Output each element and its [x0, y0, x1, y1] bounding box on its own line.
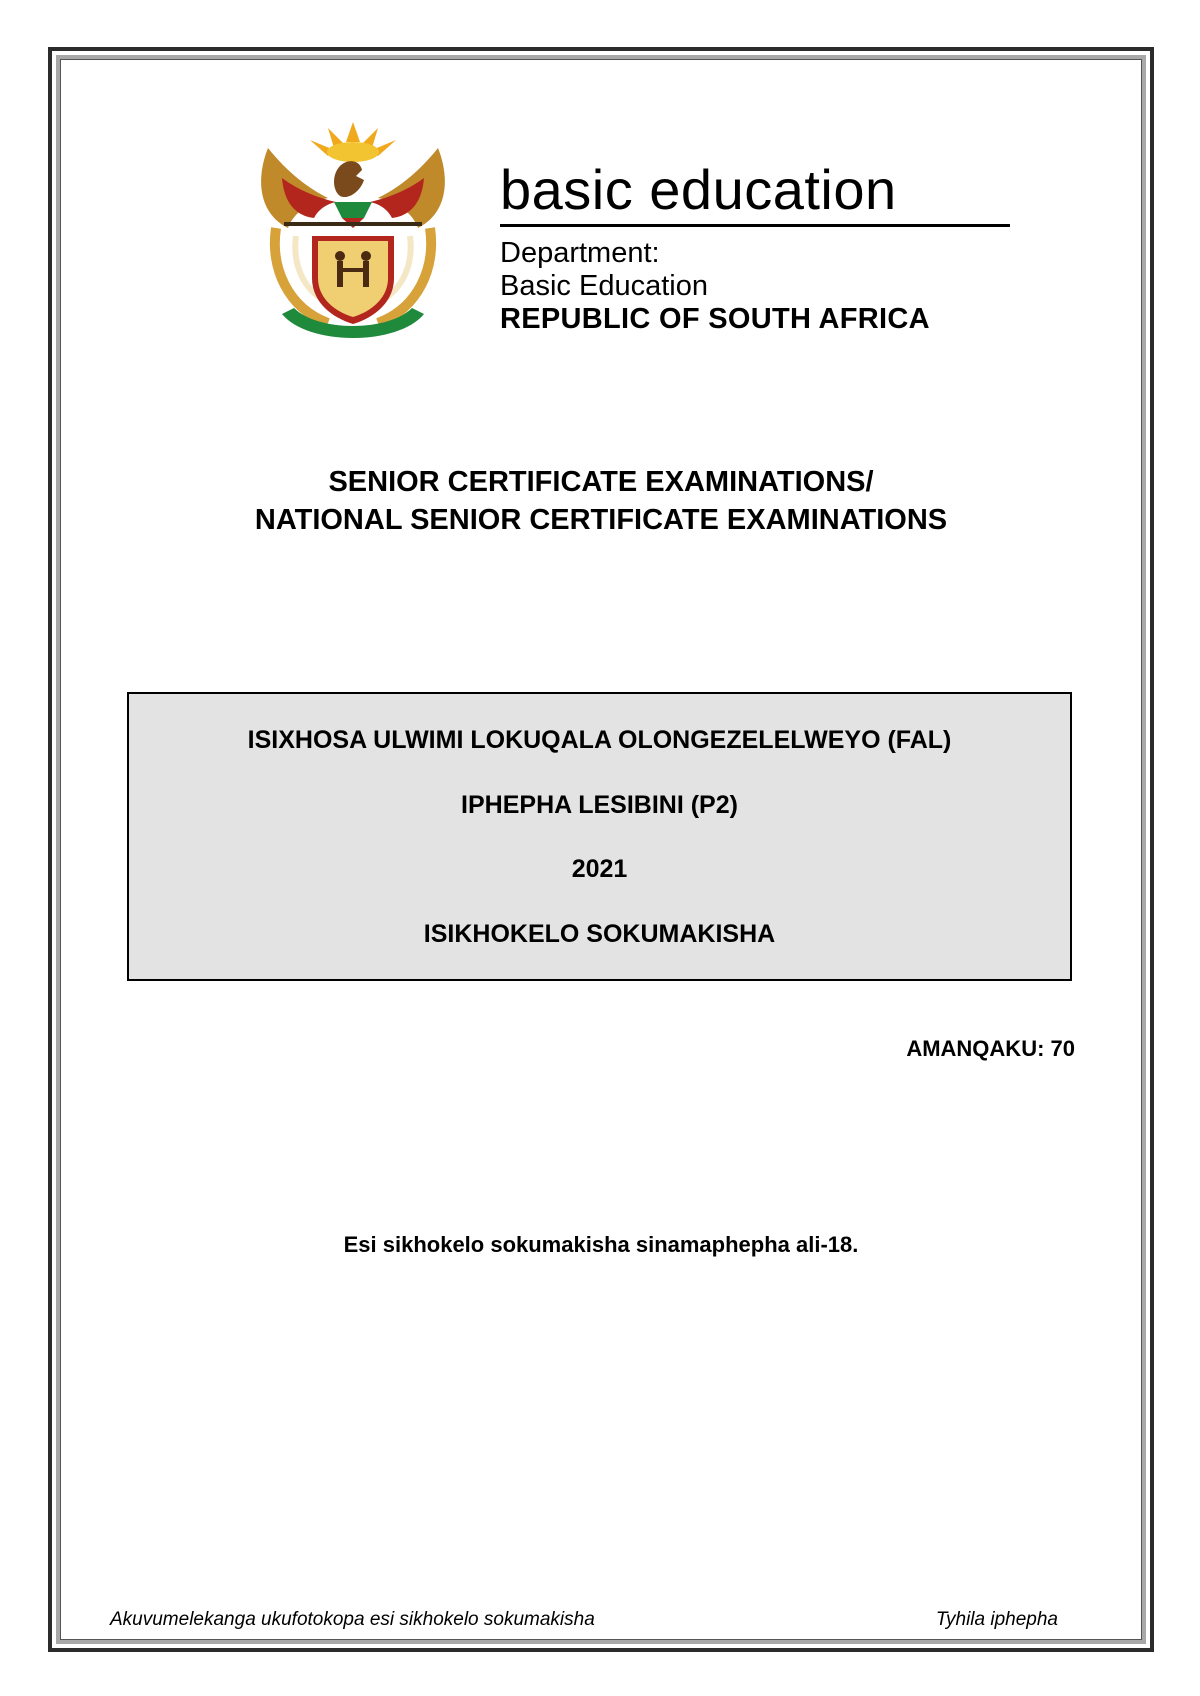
- exam-heading: [60, 463, 1142, 539]
- subject-title: ISIXHOSA ULWIMI LOKUQALA OLONGEZELELWEYO (FAL): [247, 726, 952, 754]
- brand-rule: [500, 224, 1010, 227]
- coat-of-arms-icon: [248, 118, 458, 350]
- brand-block: [500, 158, 1010, 336]
- footer-copyright-note: Akuvumelekanga ukufotokopa esi sikhokelo sokumakisha: [110, 1609, 595, 1630]
- footer-turn-over: Tyhila iphepha: [935, 1609, 1058, 1630]
- exam-heading-line1: SENIOR CERTIFICATE EXAMINATIONS/: [328, 466, 874, 498]
- paper-number: IPHEPHA LESIBINI (P2): [461, 791, 738, 819]
- total-marks: AMANQAKU: 70: [906, 1036, 1075, 1061]
- subject-box: [127, 692, 1072, 981]
- brand-title: basic education: [500, 158, 897, 221]
- department-label: Department:: [500, 237, 660, 269]
- document-type: ISIKHOKELO SOKUMAKISHA: [423, 920, 776, 948]
- exam-year: 2021: [571, 855, 628, 883]
- country-name: REPUBLIC OF SOUTH AFRICA: [500, 303, 930, 335]
- exam-heading-line2: NATIONAL SENIOR CERTIFICATE EXAMINATIONS: [254, 504, 948, 536]
- page-count-note: Esi sikhokelo sokumakisha sinamaphepha ali-18.: [343, 1232, 859, 1257]
- department-name: Basic Education: [500, 270, 708, 302]
